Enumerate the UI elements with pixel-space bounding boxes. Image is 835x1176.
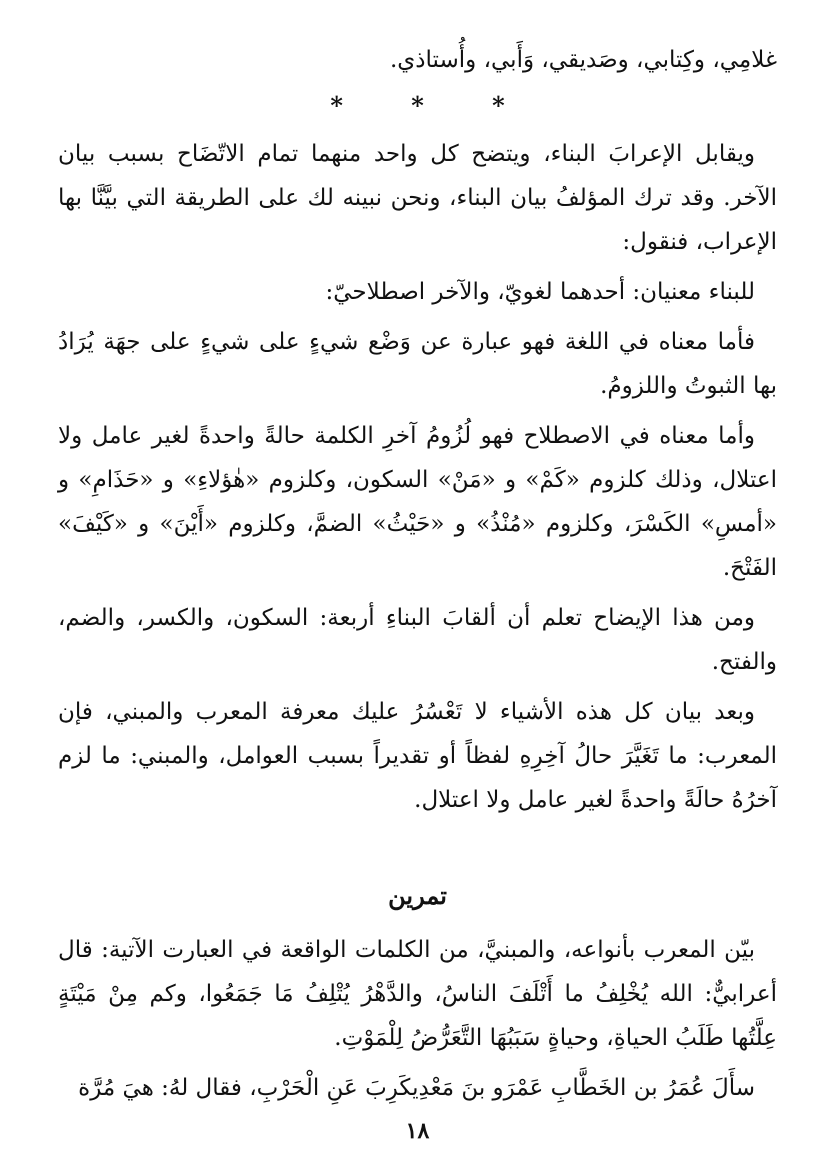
paragraph-4: وأما معناه في الاصطلاح فهو لُزُومُ آخرِ الكلمة حالةً واحدةً لغير عامل ولا اعتلال، وذلك كلزوم «كَمْ» و «مَنْ» السكون، وكلزوم «هٰؤلاءِ» و «حَذَامِ» و «أمسِ» الكَسْرَ، وكلزوم «مُنْذُ» و «حَيْثُ» الضمَّ، وكلزوم «أَيْنَ» و «كَيْفَ» الفَتْحَ. (58, 423, 777, 581)
paragraph-2: للبناء معنيان: أحدهما لغويّ، والآخر اصطلاحيّ: (325, 279, 755, 305)
exercise-heading: تمرين (388, 881, 447, 910)
exercise-paragraph-2: سأَلَ عُمَرُ بن الخَطَّابِ عَمْرَو بنَ مَعْدِيكَرِبَ عَنِ الْحَرْبِ، فقال لهُ: هيَ مُرَّة (78, 1075, 755, 1101)
paragraph-5: ومن هذا الإيضاح تعلم أن ألقابَ البناءِ أربعة: السكون، والكسر، والضم، والفتح. (58, 605, 777, 675)
paragraph-6: وبعد بيان كل هذه الأشياء لا تَعْسُرُ عليك معرفة المعرب والمبني، فإن المعرب: ما تَغَيَّرَ حالُ آخِرِهِ لفظاً أو تقديراً بسبب العوامل، والمبني: ما لزم آخرُهُ حالَةً واحدةً لغير عامل ولا اعتلال. (58, 699, 777, 813)
section-divider-stars: * * * (330, 91, 535, 120)
exercise-paragraph-1: بيّن المعرب بأنواعه، والمبنيَّ، من الكلمات الواقعة في العبارت الآتية: قال أعرابيٌّ: الله يُخْلِفُ ما أَتْلَفَ الناسُ، والدَّهْرُ يُتْلِفُ مَا جَمَعُوا، وكم مِنْ مَيْتَةٍ عِلَّتُها طَلَبُ الحياةِ، وحياةٍ سَبَبُهَا التَّعَرُّضُ لِلْمَوْتِ. (58, 937, 777, 1051)
opening-line: غلامِي، وكِتابي، وصَديقي، وَأَبي، وأُستاذي. (389, 47, 777, 73)
spacer (58, 828, 777, 874)
page-number: ١٨ (405, 1118, 430, 1144)
paragraph-3: فأما معناه في اللغة فهو عبارة عن وَضْع شيءٍ على شيءٍ على جهَة يُرَادُ بها الثبوتُ واللزومُ. (58, 329, 777, 399)
paragraph-1: ويقابل الإعرابَ البناء، ويتضح كل واحد منهما تمام الاتّضَاح بسبب بيان الآخر. وقد ترك المؤلفُ بيان البناء، ونحن نبينه لك على الطريقة التي بيَّنَّا بها الإعراب، فنقول: (58, 141, 777, 255)
